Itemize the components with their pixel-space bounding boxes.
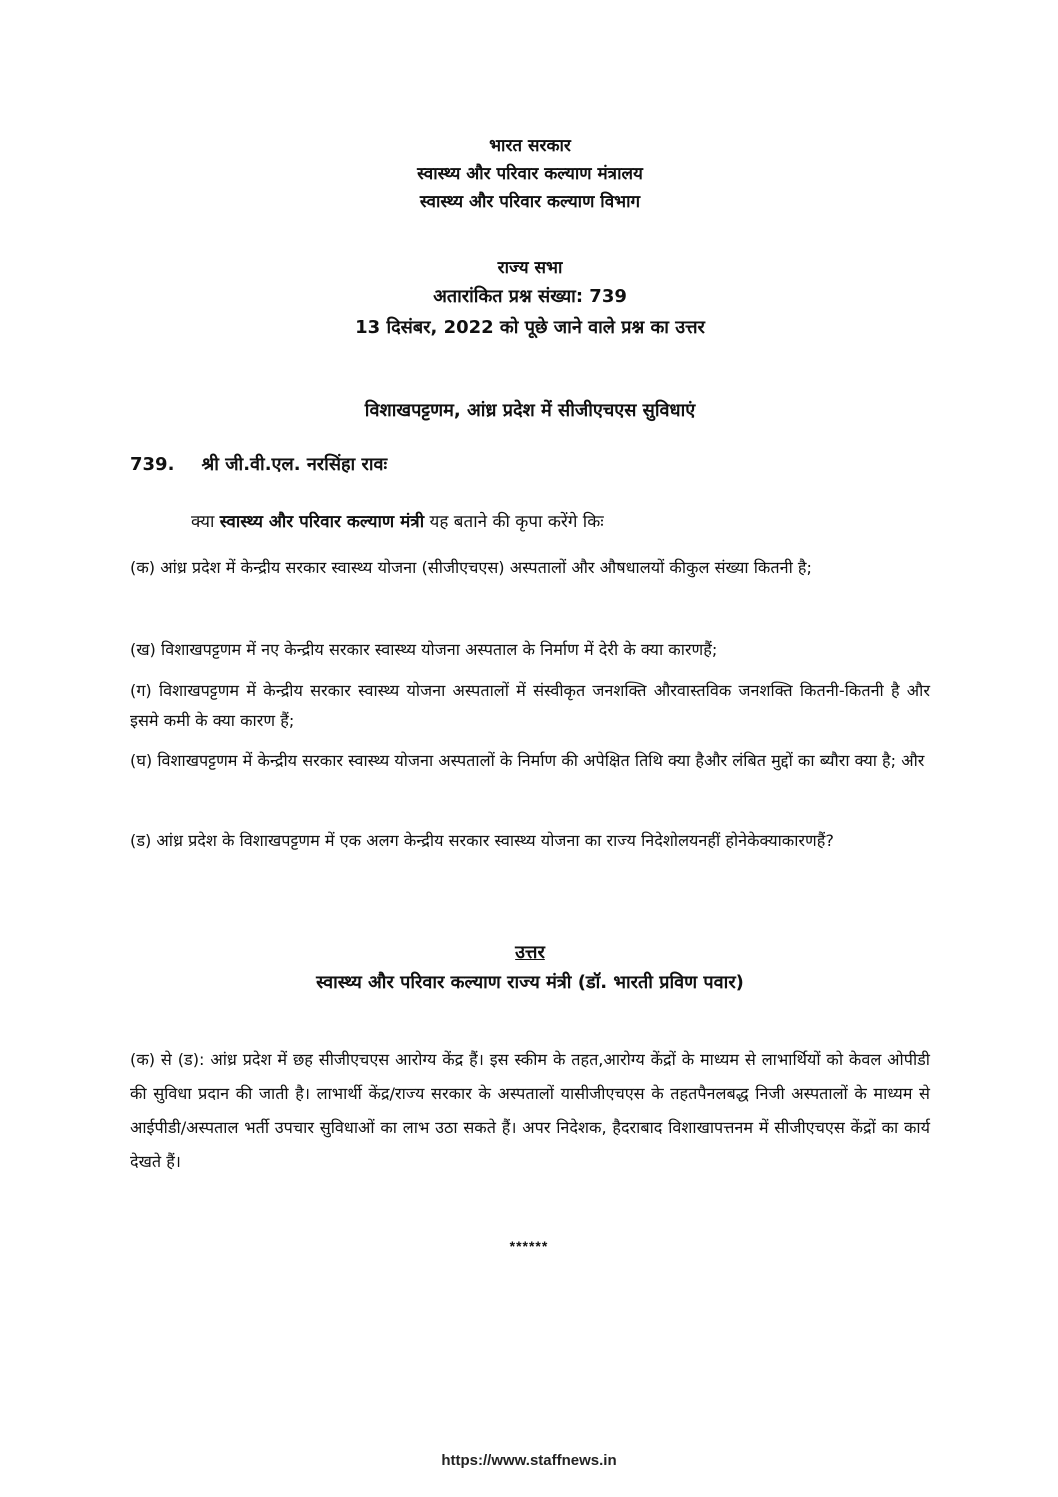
house-name: राज्य सभा — [497, 258, 563, 278]
end-marker: ****** — [509, 1238, 549, 1254]
answer-heading: उत्तर — [515, 942, 545, 963]
header-department: स्वास्थ्य और परिवार कल्याण विभाग — [419, 192, 641, 212]
question-part-gha: (घ) विशाखपट्टणम में केन्द्रीय सरकार स्वास्थ्य योजना अस्पतालों के निर्माण की अपेक्षित तिथि क्या हैऔर लंबित मुद्दों का ब्यौरा क्या है; और — [130, 751, 925, 770]
answer-body: (क) से (ड): आंध्र प्रदेश में छह सीजीएचएस आरोग्य केंद्र हैं। इस स्कीम के तहत,आरोग्य केंद्रों के माध्यम से लाभार्थियों को केवल ओपीडी की सुविधा प्रदान की जाती है। लाभार्थी केंद्र/राज्य सरकार के अस्पतालों यासीजीएचएस के तहतपैनलबद्ध निजी अस्पतालों के माध्यम से आईपीडी/अस्पताल भर्ती उपचार सुविधाओं का लाभ उठा सकते हैं। अपर निदेशक, हैदराबाद विशाखापत्तनम में सीजीएचएस केंद्रों का कार्य देखते हैं। — [130, 1050, 930, 1171]
answer-date-line: 13 दिसंबर, 2022 को पूछे जाने वाले प्रश्न का उत्तर — [355, 317, 705, 338]
answering-minister: स्वास्थ्य और परिवार कल्याण राज्य मंत्री (डॉ. भारती प्रविण पवार) — [316, 972, 744, 993]
question-part-da: (ड) आंध्र प्रदेश के विशाखपट्टणम में एक अलग केन्द्रीय सरकार स्वास्थ्य योजना का राज्य निदेशोलयनहीं होनेकेक्याकारणहैं? — [130, 831, 834, 850]
question-number: 739. — [130, 454, 175, 475]
question-type-number: अतारांकित प्रश्न संख्या: 739 — [433, 286, 627, 307]
question-header — [130, 452, 387, 476]
intro-minister: स्वास्थ्य और परिवार कल्याण मंत्री — [219, 512, 425, 532]
question-part-ga: (ग) विशाखपट्टणम में केन्द्रीय सरकार स्वास्थ्य योजना अस्पतालों में संस्वीकृत जनशक्ति औरवास्तविक जनशक्ति कितनी-कितनी है और इसमे कमी के क्या कारण हैं; — [130, 681, 930, 730]
question-intro — [191, 509, 604, 532]
intro-suffix: यह बताने की कृपा करेंगे किः — [429, 512, 604, 532]
question-part-kha: (ख) विशाखपट्टणम में नए केन्द्रीय सरकार स्वास्थ्य योजना अस्पताल के निर्माण में देरी के क्या कारणहैं; — [130, 640, 718, 659]
footer-url: https://www.staffnews.in — [441, 1452, 617, 1469]
header-ministry: स्वास्थ्य और परिवार कल्याण मंत्रालय — [417, 164, 643, 184]
member-name: श्री जी.वी.एल. नरसिंहा रावः — [201, 454, 388, 475]
header-government: भारत सरकार — [489, 136, 571, 156]
intro-prefix: क्या — [191, 512, 215, 532]
subject-title: विशाखपट्टणम, आंध्र प्रदेश में सीजीएचएस सुविधाएं — [364, 400, 696, 421]
question-part-ka: (क) आंध्र प्रदेश में केन्द्रीय सरकार स्वास्थ्य योजना (सीजीएचएस) अस्पतालों और औषधालयों कीकुल संख्या कितनी है; — [130, 558, 812, 577]
